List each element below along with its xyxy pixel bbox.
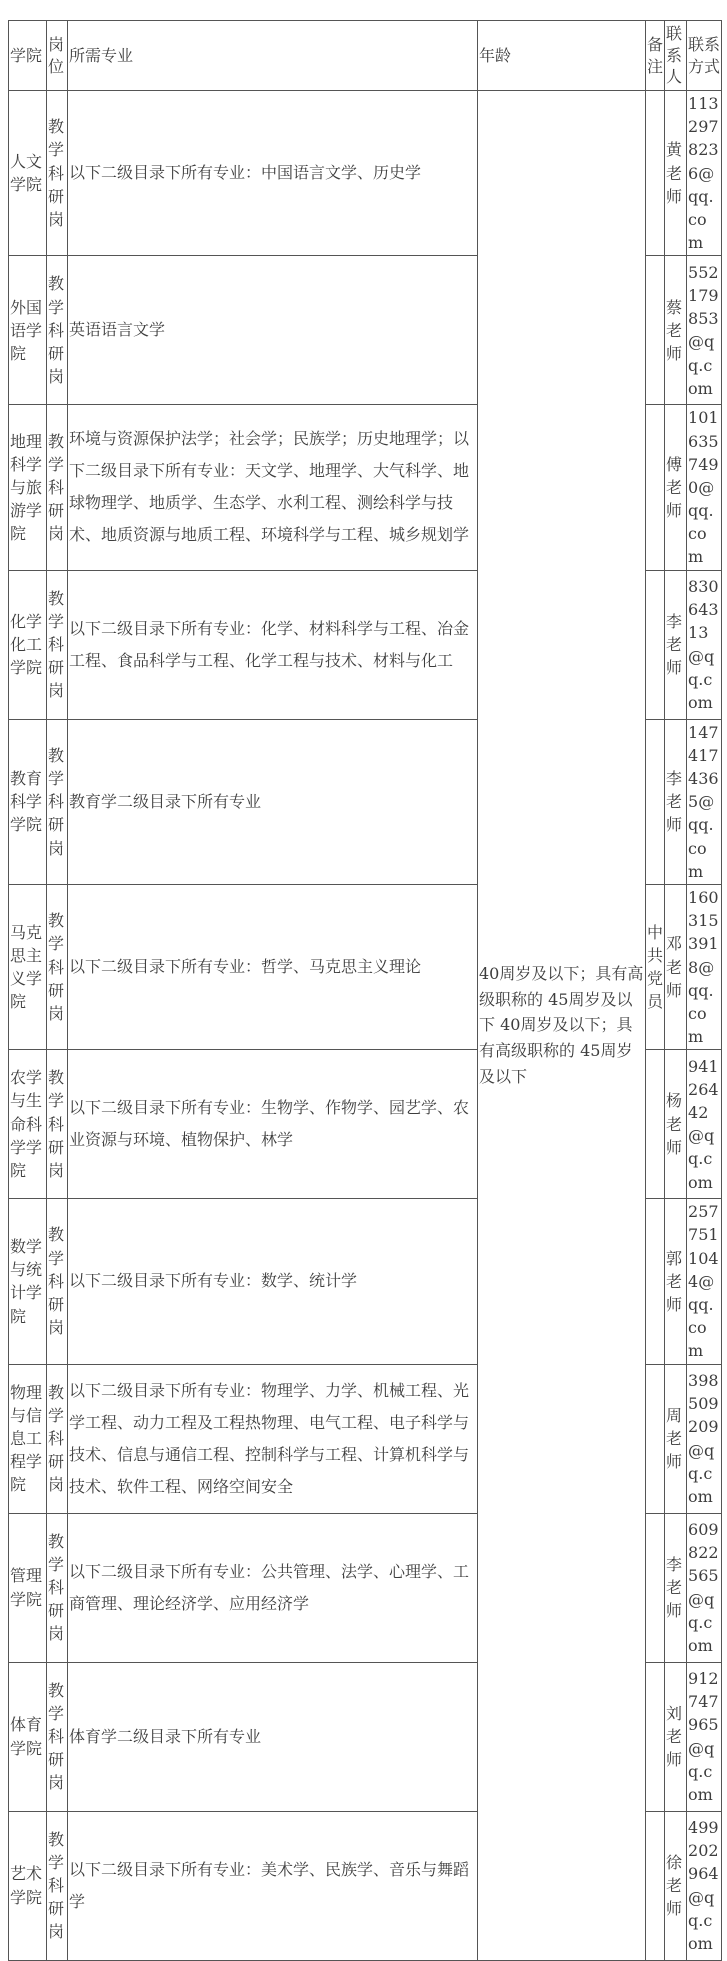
column-header-post: 岗位 [47, 21, 68, 91]
email-cell: 499202964@qq.com [687, 1811, 722, 1960]
column-header-remark: 备注 [646, 21, 665, 91]
college-cell: 艺术学院 [9, 1811, 47, 1960]
contact-cell: 杨老师 [665, 1050, 687, 1199]
majors-cell: 以下二级目录下所有专业：哲学、马克思主义理论 [68, 884, 478, 1049]
remark-cell [646, 1364, 665, 1513]
college-cell: 物理与信息工程学院 [9, 1364, 47, 1513]
post-cell: 教学科研岗 [47, 1199, 68, 1364]
contact-cell: 李老师 [665, 1513, 687, 1662]
college-cell: 农学与生命科学学院 [9, 1050, 47, 1199]
post-cell: 教学科研岗 [47, 1811, 68, 1960]
email-cell: 83064313@qq.com [687, 570, 722, 719]
column-header-email: 联系方式 [687, 21, 722, 91]
remark-cell [646, 256, 665, 405]
contact-cell: 邓老师 [665, 884, 687, 1049]
majors-cell: 以下二级目录下所有专业：生物学、作物学、园艺学、农业资源与环境、植物保护、林学 [68, 1050, 478, 1199]
email-cell: 1603153918@qq.com [687, 884, 722, 1049]
contact-cell: 李老师 [665, 719, 687, 884]
column-header-majors: 所需专业 [68, 21, 478, 91]
age-cell: 40周岁及以下；具有高级职称的 45周岁及以下 40周岁及以下；具有高级职称的 45周岁及以下 [478, 91, 646, 1961]
email-cell: 94126442@qq.com [687, 1050, 722, 1199]
majors-cell: 环境与资源保护法学；社会学；民族学；历史地理学；以下二级目录下所有专业：天文学、地理学、大气科学、地球物理学、地质学、生态学、水利工程、测绘科学与技术、地质资源与地质工程、环境科学与工程、城乡规划学 [68, 405, 478, 570]
post-cell: 教学科研岗 [47, 1513, 68, 1662]
contact-cell: 蔡老师 [665, 256, 687, 405]
majors-cell: 教育学二级目录下所有专业 [68, 719, 478, 884]
post-cell: 教学科研岗 [47, 91, 68, 256]
majors-cell: 以下二级目录下所有专业：公共管理、法学、心理学、工商管理、理论经济学、应用经济学 [68, 1513, 478, 1662]
email-cell: 552179853@qq.com [687, 256, 722, 405]
college-cell: 马克思主义学院 [9, 884, 47, 1049]
contact-cell: 李老师 [665, 570, 687, 719]
post-cell: 教学科研岗 [47, 1662, 68, 1811]
post-cell: 教学科研岗 [47, 256, 68, 405]
remark-cell [646, 1662, 665, 1811]
email-cell: 609822565@qq.com [687, 1513, 722, 1662]
remark-cell [646, 91, 665, 256]
college-cell: 化学化工学院 [9, 570, 47, 719]
college-cell: 外国语学院 [9, 256, 47, 405]
college-cell: 人文学院 [9, 91, 47, 256]
email-cell: 1474174365@qq.com [687, 719, 722, 884]
column-header-age: 年龄 [478, 21, 646, 91]
remark-cell [646, 1811, 665, 1960]
column-header-college: 学院 [9, 21, 47, 91]
remark-cell [646, 1050, 665, 1199]
email-cell: 2577511044@qq.com [687, 1199, 722, 1364]
post-cell: 教学科研岗 [47, 1364, 68, 1513]
contact-cell: 傅老师 [665, 405, 687, 570]
college-cell: 管理学院 [9, 1513, 47, 1662]
majors-cell: 以下二级目录下所有专业：物理学、力学、机械工程、光学工程、动力工程及工程热物理、电气工程、电子科学与技术、信息与通信工程、控制科学与工程、计算机科学与技术、软件工程、网络空间安全 [68, 1364, 478, 1513]
remark-cell [646, 1513, 665, 1662]
contact-cell: 周老师 [665, 1364, 687, 1513]
college-cell: 体育学院 [9, 1662, 47, 1811]
remark-cell [646, 570, 665, 719]
majors-cell: 以下二级目录下所有专业：数学、统计学 [68, 1199, 478, 1364]
remark-cell: 中共党员 [646, 884, 665, 1049]
majors-cell: 体育学二级目录下所有专业 [68, 1662, 478, 1811]
recruitment-table [8, 20, 722, 1961]
contact-cell: 郭老师 [665, 1199, 687, 1364]
table-row [9, 91, 722, 256]
email-cell: 912747965@qq.com [687, 1662, 722, 1811]
header-row [9, 21, 722, 91]
majors-cell: 以下二级目录下所有专业：美术学、民族学、音乐与舞蹈学 [68, 1811, 478, 1960]
contact-cell: 徐老师 [665, 1811, 687, 1960]
email-cell: 398509209@qq.com [687, 1364, 722, 1513]
post-cell: 教学科研岗 [47, 570, 68, 719]
college-cell: 数学与统计学院 [9, 1199, 47, 1364]
contact-cell: 黄老师 [665, 91, 687, 256]
majors-cell: 英语语言文学 [68, 256, 478, 405]
college-cell: 教育科学学院 [9, 719, 47, 884]
remark-cell [646, 1199, 665, 1364]
remark-cell [646, 719, 665, 884]
majors-cell: 以下二级目录下所有专业：中国语言文学、历史学 [68, 91, 478, 256]
email-cell: 1016357490@qq.com [687, 405, 722, 570]
college-cell: 地理科学与旅游学院 [9, 405, 47, 570]
remark-cell [646, 405, 665, 570]
column-header-contact: 联系人 [665, 21, 687, 91]
email-cell: 1132978236@qq.com [687, 91, 722, 256]
contact-cell: 刘老师 [665, 1662, 687, 1811]
post-cell: 教学科研岗 [47, 405, 68, 570]
post-cell: 教学科研岗 [47, 884, 68, 1049]
post-cell: 教学科研岗 [47, 719, 68, 884]
majors-cell: 以下二级目录下所有专业：化学、材料科学与工程、冶金工程、食品科学与工程、化学工程与技术、材料与化工 [68, 570, 478, 719]
post-cell: 教学科研岗 [47, 1050, 68, 1199]
